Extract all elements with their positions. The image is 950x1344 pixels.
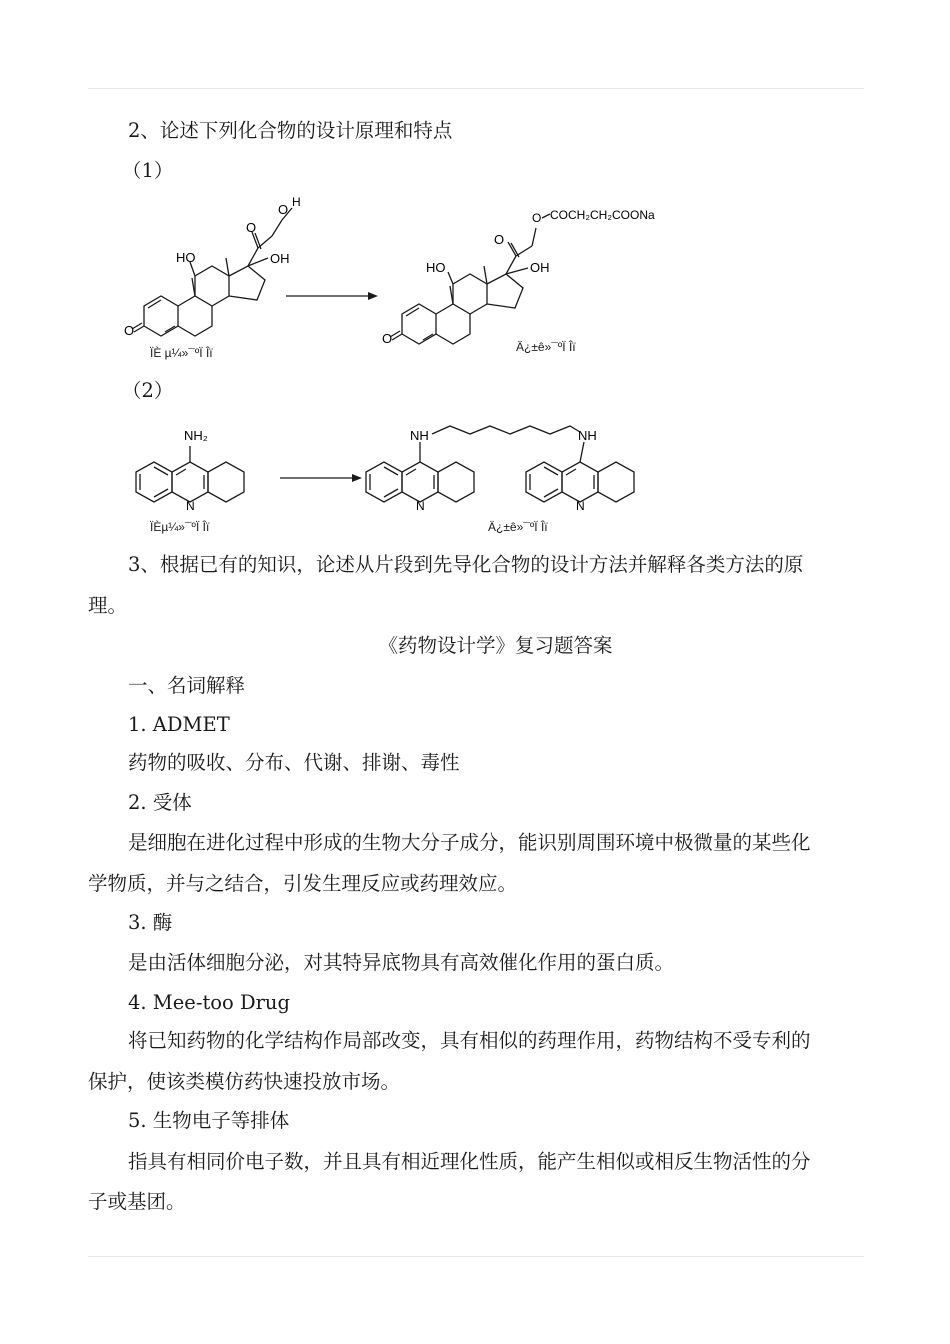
mol1-hydroxyl-o: O bbox=[278, 202, 289, 217]
mol4-nh-right: NH bbox=[578, 428, 597, 443]
mol3-nh2-label: NH₂ bbox=[184, 428, 208, 443]
def-bioisostere-line-1: 指具有相同价电子数，并且具有相近理化性质，能产生相似或相反生物活性的分 bbox=[128, 1150, 811, 1173]
mol1-oh-label: OH bbox=[270, 251, 290, 266]
mol1-o-label: O bbox=[124, 323, 135, 338]
mol2-side-chain: COCH₂CH₂COONa bbox=[550, 208, 655, 222]
term-enzyme: 3. 酶 bbox=[128, 911, 173, 934]
mol2-ester-o: O bbox=[532, 211, 542, 225]
steroid-lead-structure bbox=[120, 192, 320, 342]
term-admet: 1. ADMET bbox=[128, 713, 230, 736]
reaction-arrow-2 bbox=[278, 470, 364, 486]
term-bioisostere: 5. 生物电子等排体 bbox=[128, 1109, 290, 1132]
question-2-title: 2、论述下列化合物的设计原理和特点 bbox=[128, 119, 453, 142]
def-bioisostere-line-2: 子或基团。 bbox=[88, 1190, 186, 1213]
question-3-line-2: 理。 bbox=[88, 594, 128, 617]
term-me-too-drug: 4. Mee-too Drug bbox=[128, 991, 290, 1014]
sub-item-2-label: （2） bbox=[122, 379, 174, 402]
def-receptor-line-2: 学物质，并与之结合，引发生理反应或药理效应。 bbox=[88, 872, 518, 895]
answers-title: 《药物设计学》复习题答案 bbox=[378, 634, 613, 657]
mol3-caption: ÏÈµ¼»¯ºÏ Îï bbox=[150, 520, 210, 534]
mol4-n-left: N bbox=[416, 499, 425, 513]
reaction-arrow-1 bbox=[284, 288, 380, 304]
mol2-caption: Ä¿±ê»¯ºÏ Îï bbox=[516, 340, 576, 354]
footer-rule bbox=[88, 1256, 864, 1257]
mol2-ho-label: HO bbox=[426, 260, 446, 275]
def-admet: 药物的吸收、分布、代谢、排谢、毒性 bbox=[128, 751, 460, 774]
mol4-nh-left: NH bbox=[410, 428, 429, 443]
def-enzyme: 是由活体细胞分泌，对其特异底物具有高效催化作用的蛋白质。 bbox=[128, 951, 675, 974]
mol1-ho-label: HO bbox=[176, 250, 196, 265]
term-receptor: 2. 受体 bbox=[128, 791, 192, 814]
sub-item-1-label: （1） bbox=[122, 159, 174, 182]
mol2-o-label: O bbox=[382, 331, 393, 346]
mol1-caption: ÏÈ µ¼»¯ºÏ Îï bbox=[150, 346, 213, 360]
header-rule bbox=[88, 88, 864, 89]
def-receptor-line-1: 是细胞在进化过程中形成的生物大分子成分，能识别周围环境中极微量的某些化 bbox=[128, 831, 811, 854]
mol1-hydroxyl-h: H bbox=[292, 195, 301, 209]
question-3-line-1: 3、根据已有的知识，论述从片段到先导化合物的设计方法并解释各类方法的原 bbox=[128, 553, 804, 576]
mol2-oh-label: OH bbox=[530, 260, 550, 275]
mol4-n-right: N bbox=[576, 499, 585, 513]
mol1-carbonyl-o: O bbox=[246, 220, 257, 235]
def-me-too-drug-line-1: 将已知药物的化学结构作局部改变，具有相似的药理作用，药物结构不受专利的 bbox=[128, 1029, 811, 1052]
tacrine-lead-structure bbox=[126, 422, 266, 522]
mol3-n-label: N bbox=[186, 499, 195, 513]
def-me-too-drug-line-2: 保护，使该类模仿药快速投放市场。 bbox=[88, 1070, 401, 1093]
mol2-carbonyl-o: O bbox=[494, 232, 505, 247]
bis-tacrine-target-structure bbox=[360, 422, 660, 522]
section-heading: 一、名词解释 bbox=[128, 674, 246, 697]
steroid-target-structure bbox=[378, 200, 678, 350]
mol4-caption: Ä¿±ê»¯ºÏ Îï bbox=[488, 520, 548, 534]
